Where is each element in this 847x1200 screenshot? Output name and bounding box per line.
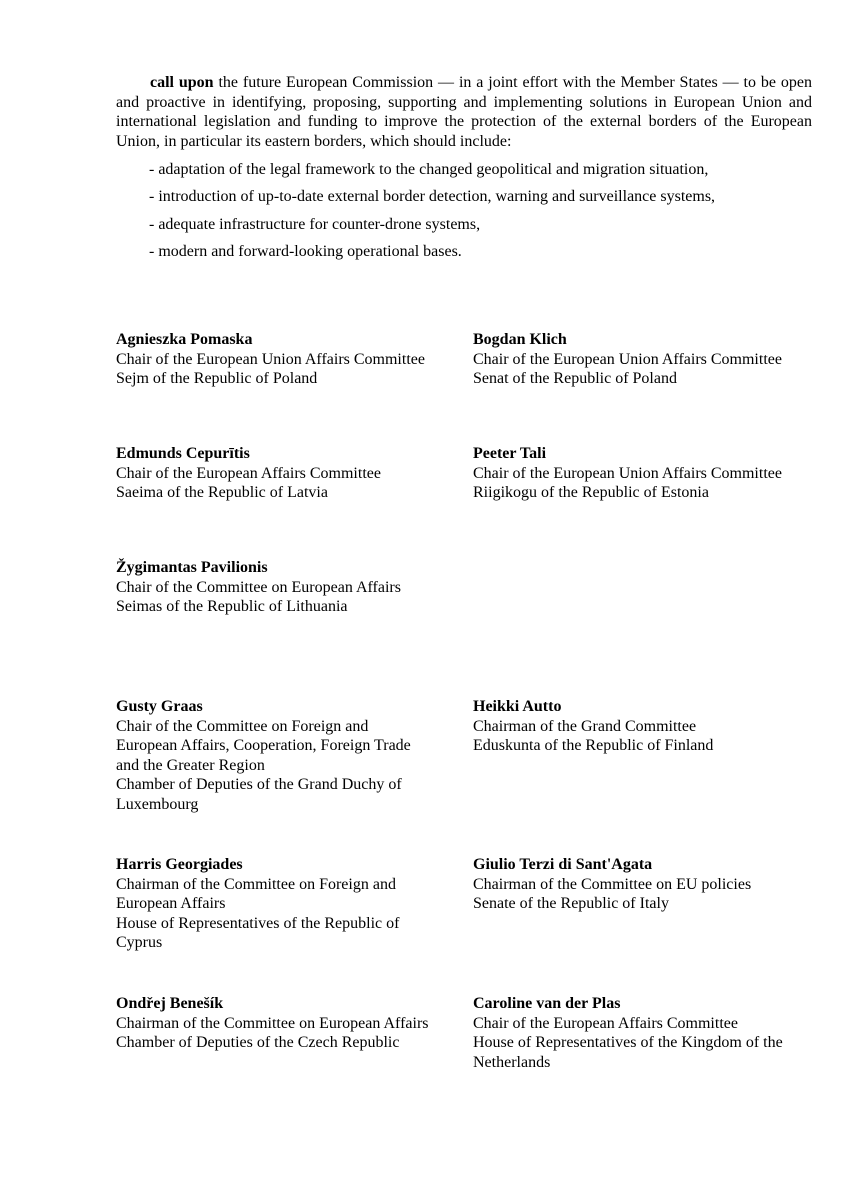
signatory-title: Chair of the European Union Affairs Committee (473, 350, 782, 368)
signatory-title: Chair of the European Union Affairs Committee (116, 350, 425, 368)
signatory-block (473, 855, 833, 914)
signatory-block (473, 994, 833, 1072)
signatory-title: Chair of the European Affairs Committee (473, 1014, 738, 1032)
signatory-block (116, 697, 476, 815)
resolution-lead: call upon (150, 74, 214, 91)
signatory-name: Ondřej Benešík (116, 995, 224, 1012)
signatory-title: Chair of the European Union Affairs Committee (473, 464, 782, 482)
signatory-block (116, 855, 476, 953)
signatory-name: Žygimantas Pavilionis (116, 559, 268, 576)
signatory-name: Peeter Tali (473, 445, 547, 462)
signatory-name: Agnieszka Pomaska (116, 331, 253, 348)
signatory-block (473, 444, 833, 501)
signatory-institution: Senat of the Republic of Poland (473, 370, 677, 388)
signatory-block (116, 444, 476, 501)
signatory-block (116, 558, 476, 617)
signatory-institution: Senate of the Republic of Italy (473, 895, 669, 913)
signatory-institution: House of Representatives of the Republic of (116, 914, 400, 932)
signatory-title: Chairman of the Committee on EU policies (473, 875, 752, 893)
bullet-item: - modern and forward-looking operational bases. (149, 242, 462, 260)
signatory-name: Harris Georgiades (116, 856, 243, 873)
signatory-institution: House of Representatives of the Kingdom of the (473, 1034, 783, 1052)
signatory-institution: Luxembourg (116, 795, 199, 813)
signatory-title: and the Greater Region (116, 756, 265, 774)
signatory-institution: Eduskunta of the Republic of Finland (473, 737, 714, 755)
signatory-name: Giulio Terzi di Sant'Agata (473, 856, 653, 873)
signatory-institution: Seimas of the Republic of Lithuania (116, 598, 348, 616)
signatory-title: European Affairs (116, 895, 226, 913)
signatory-institution: Chamber of Deputies of the Czech Republic (116, 1034, 400, 1052)
bullet-item: - introduction of up-to-date external border detection, warning and surveillance systems, (149, 188, 716, 206)
signatory-title: Chair of the European Affairs Committee (116, 464, 381, 482)
signatory-title: Chairman of the Committee on European Affairs (116, 1014, 429, 1032)
signatory-institution: Saeima of the Republic of Latvia (116, 484, 328, 501)
signatory-title: Chair of the Committee on European Affairs (116, 578, 401, 596)
signatory-institution: Cyprus (116, 934, 163, 952)
resolution-bullet-list (149, 160, 829, 269)
signatory-name: Caroline van der Plas (473, 995, 621, 1012)
signatory-name: Heikki Autto (473, 698, 562, 715)
signatory-title: Chairman of the Grand Committee (473, 717, 697, 735)
bullet-item: - adequate infrastructure for counter-drone systems, (149, 215, 481, 233)
bullet-item: - adaptation of the legal framework to the changed geopolitical and migration situation, (149, 161, 709, 178)
signatory-name: Edmunds Cepurītis (116, 445, 250, 462)
signatory-block (473, 330, 833, 389)
signatory-block (473, 697, 833, 756)
signatory-block (116, 330, 476, 389)
signatory-title: European Affairs, Cooperation, Foreign Trade (116, 737, 411, 755)
resolution-paragraph (116, 73, 812, 151)
signatory-title: Chairman of the Committee on Foreign and (116, 875, 396, 893)
signatory-institution: Chamber of Deputies of the Grand Duchy of (116, 776, 402, 794)
signatory-name: Bogdan Klich (473, 331, 567, 348)
signatory-institution: Netherlands (473, 1053, 551, 1071)
signatory-institution: Riigikogu of the Republic of Estonia (473, 484, 709, 501)
signatory-institution: Sejm of the Republic of Poland (116, 370, 318, 388)
signatory-block (116, 994, 476, 1053)
resolution-text: the future European Commission — in a joint effort with the Member States — to be open and proactive in identifying, proposing, supporting and implementing solutions in European Union and international legislation and funding to improve the protection of the external borders of the European Union, in particular its eastern borders, which should include: (116, 74, 813, 150)
signatory-name: Gusty Graas (116, 698, 203, 715)
signatory-title: Chair of the Committee on Foreign and (116, 717, 369, 735)
